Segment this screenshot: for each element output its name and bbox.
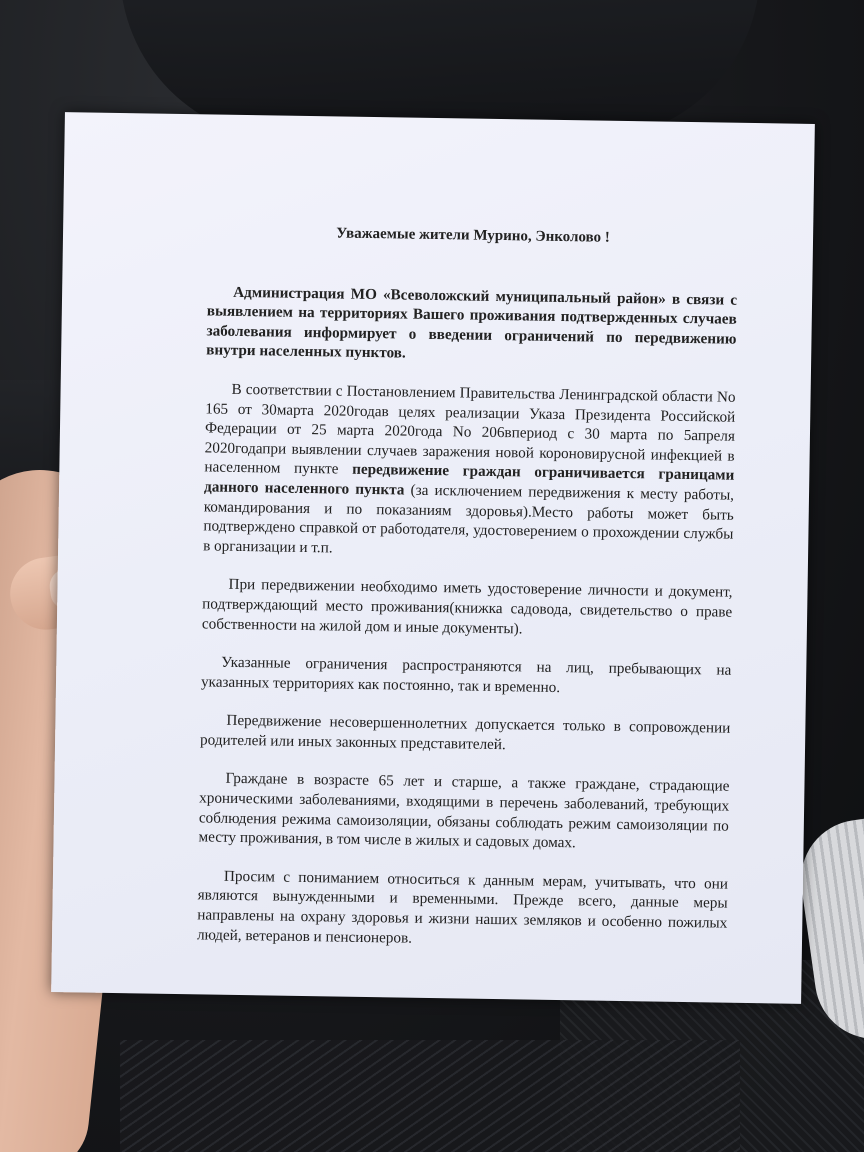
notice-body xyxy=(197,222,739,971)
paragraph-decree-end: (за исключением передвижения к месту работы, командирования и по показаниям здоровья).Место работы может быть подтверждено справкой от работодателя, удостоверением о прохождении службы в организации и т.п. xyxy=(203,481,735,557)
paragraph-decree xyxy=(203,379,736,564)
paragraph-scope: Указанные ограничения распространяются на лиц, пребывающих на указанных территориях как постоянно, так и временно. xyxy=(200,653,732,696)
paragraph-documents: При передвижении необходимо иметь удостоверение личности и документ, подтверждающий место проживания(книжка садовода, свидетельство о праве собственности на жилой дом и иные документы). xyxy=(201,576,733,637)
notice-sheet xyxy=(51,112,815,1004)
paragraph-decree-start: В соответствии с Постановлением Правительства Ленинградской области No 165 от 30марта 2020годав целях реализации Указа Президента Российской Федерации от 25 марта 2020года No 206впериод с 30 марта по 5апреля 2020годапри выявлении случаев заражения новой короновирусной инфекцией в населенном пункте xyxy=(204,380,736,479)
paragraph-minors: Передвижение несовершеннолетних допускается только в сопровождении родителей или иных законных представителей. xyxy=(199,712,731,754)
seat-fabric-bottom xyxy=(120,1040,740,1152)
paragraph-intro: Администрация МО «Всеволожский муниципальный район» в связи с выявлением на территориях Вашего проживания подтвержденных случаев заболевания информирует о введении ограничений по передвижению внутри населенных пунктов. xyxy=(206,283,738,362)
notice-title: Уважаемые жители Мурино, Энколово ! xyxy=(336,225,610,246)
paragraph-request: Просим с пониманием относиться к данным мерам, учитывать, что они являются вынужденными и временными. Прежде всего, данные меры направлены на охрану здоровья и жизни наших земляков и особенно пожилых людей, ветеранов и пенсионеров. xyxy=(196,867,729,947)
paragraph-decree-bold: передвижение граждан ограничивается границами данного населенного пункта xyxy=(203,461,735,499)
paragraph-elderly: Граждане в возрасте 65 лет и старше, а также граждане, страдающие хроническими заболеваниями, входящими в перечень заболеваний, требующих соблюдения режима самоизоляции, обязаны соблюдать режим самоизоляции по месту проживания, в том числе в жилых и садовых домах. xyxy=(198,770,730,852)
